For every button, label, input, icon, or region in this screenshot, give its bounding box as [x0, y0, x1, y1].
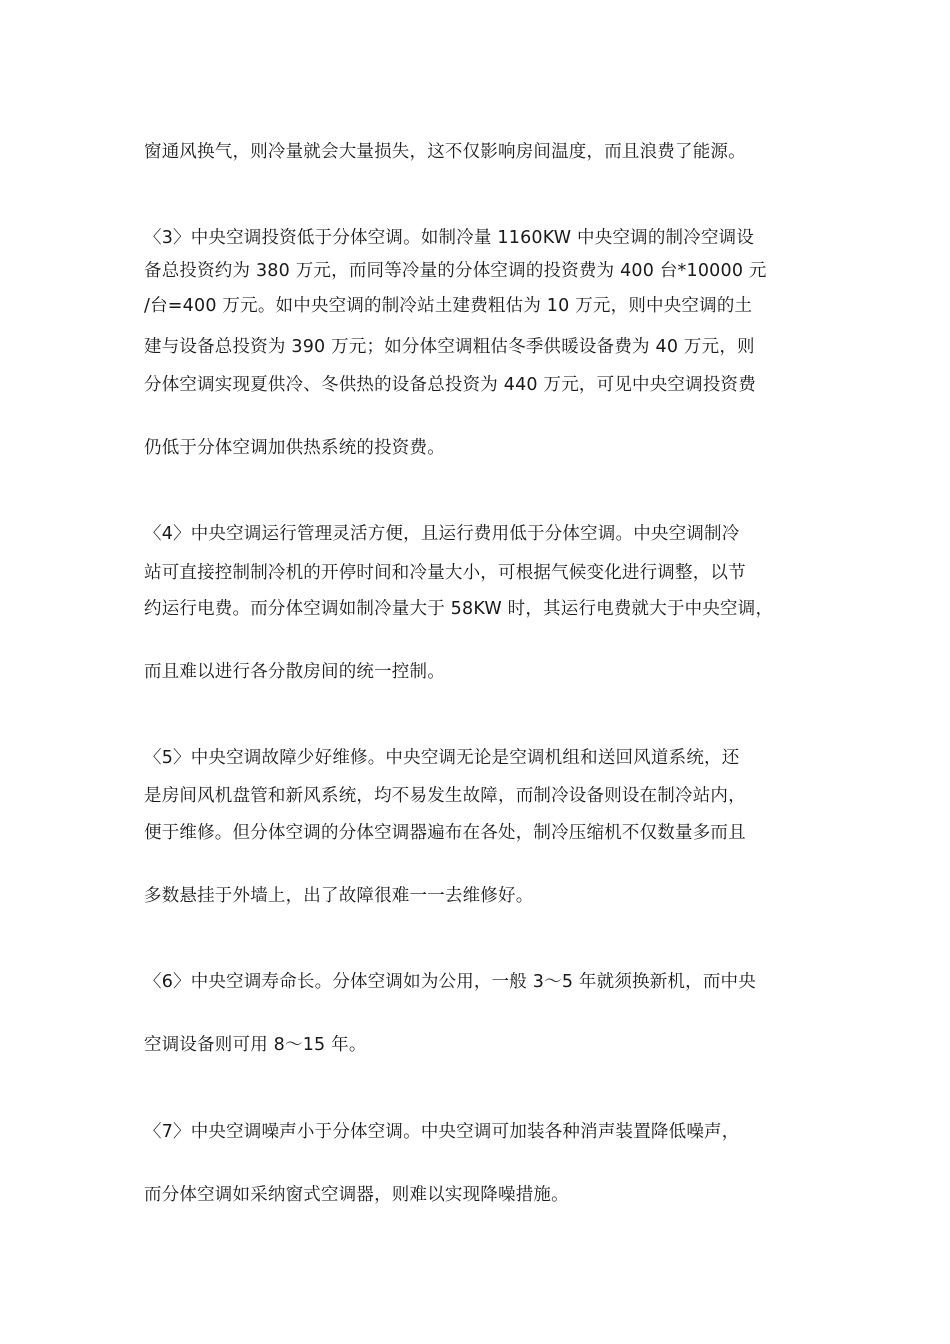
- text-line: 是房间风机盘管和新风系统，均不易发生故障，而制冷设备则设在制冷站内，: [144, 786, 746, 806]
- text-line: 约运行电费。而分体空调如制冷量大于 58KW 时，其运行电费就大于中央空调，: [144, 599, 774, 619]
- text-line: 建与设备总投资为 390 万元；如分体空调粗估冬季供暖设备费为 40 万元，则: [144, 337, 755, 357]
- text-line: 备总投资约为 380 万元，而同等冷量的分体空调的投资费为 400 台*10000 元: [144, 261, 767, 281]
- text-line: 而且难以进行各分散房间的统一控制。: [144, 662, 445, 682]
- text-line: 〈4〉中央空调运行管理灵活方便，且运行费用低于分体空调。中央空调制冷: [144, 524, 740, 544]
- text-line: 〈3〉中央空调投资低于分体空调。如制冷量 1160KW 中央空调的制冷空调设: [144, 228, 755, 248]
- text-line: 〈6〉中央空调寿命长。分体空调如为公用，一般 3～5 年就须换新机，而中央: [144, 972, 756, 992]
- text-line: /台=400 万元。如中央空调的制冷站土建费粗估为 10 万元，则中央空调的土: [144, 296, 753, 316]
- text-line: 多数悬挂于外墙上，出了故障很难一一去维修好。: [144, 886, 534, 906]
- text-line: 窗通风换气，则冷量就会大量损失，这不仅影响房间温度，而且浪费了能源。: [144, 142, 746, 162]
- text-line: 分体空调实现夏供冷、冬供热的设备总投资为 440 万元，可见中央空调投资费: [144, 375, 756, 395]
- text-line: 站可直接控制制冷机的开停时间和冷量大小，可根据气候变化进行调整，以节: [144, 563, 746, 583]
- text-line: 便于维修。但分体空调的分体空调器遍布在各处，制冷压缩机不仅数量多而且: [144, 823, 746, 843]
- text-line: 仍低于分体空调加供热系统的投资费。: [144, 438, 445, 458]
- text-line: 空调设备则可用 8～15 年。: [144, 1035, 367, 1055]
- text-line: 而分体空调如采纳窗式空调器，则难以实现降噪措施。: [144, 1185, 569, 1205]
- text-line: 〈7〉中央空调噪声小于分体空调。中央空调可加装各种消声装置降低噪声，: [144, 1122, 740, 1142]
- text-line: 〈5〉中央空调故障少好维修。中央空调无论是空调机组和送回风道系统，还: [144, 748, 740, 768]
